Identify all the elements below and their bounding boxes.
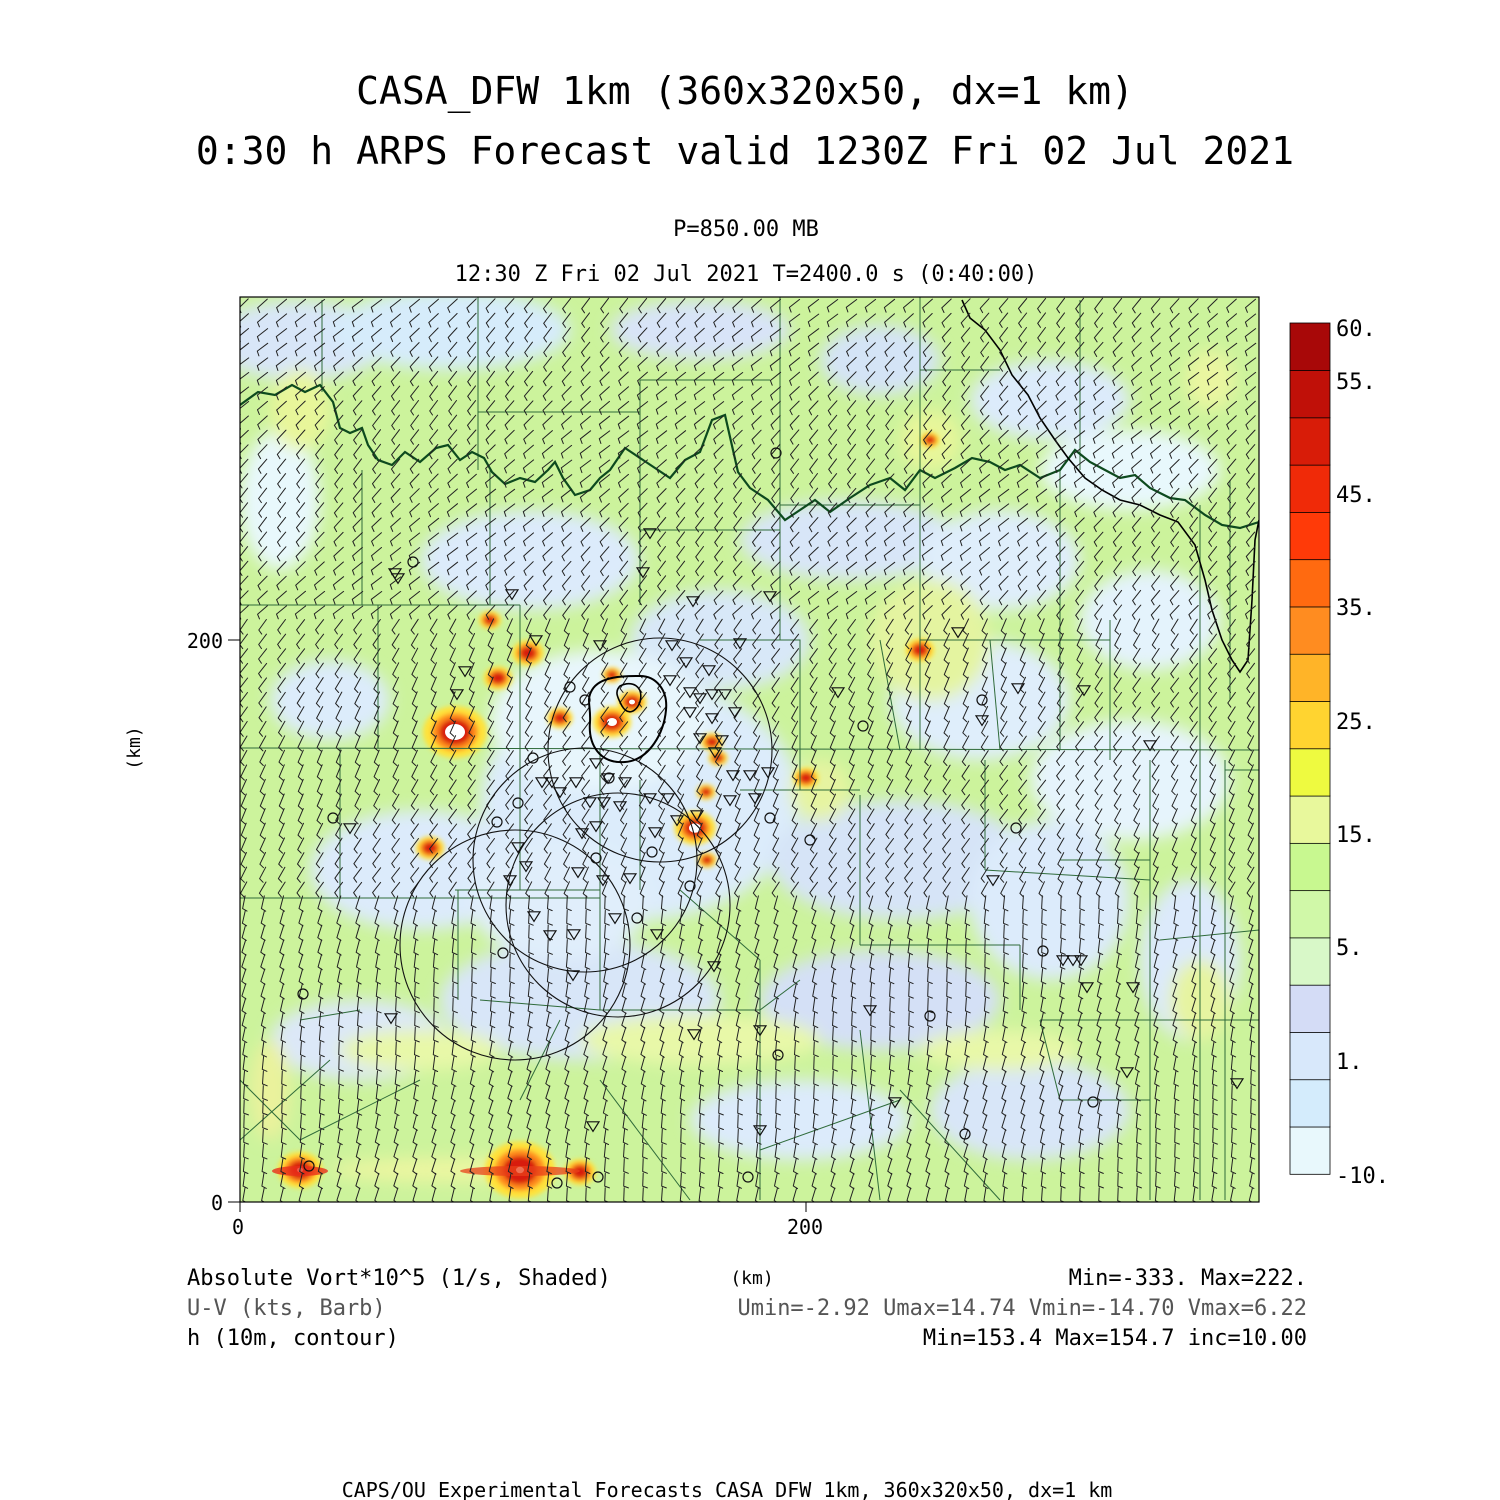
x-tick-label-200: 200 bbox=[786, 1215, 824, 1239]
colorbar-segment bbox=[1290, 465, 1330, 513]
colorbar-segment bbox=[1290, 512, 1330, 560]
field3-label: h (10m, contour) bbox=[187, 1326, 399, 1351]
colorbar-segment bbox=[1290, 1127, 1330, 1175]
colorbar-segment bbox=[1290, 749, 1330, 797]
y-axis-title: (km) bbox=[124, 726, 145, 770]
colorbar-label: 5. bbox=[1336, 936, 1363, 961]
colorbar-segment bbox=[1290, 607, 1330, 655]
colorbar-label: -10. bbox=[1336, 1164, 1389, 1189]
colorbar-label: 35. bbox=[1336, 596, 1376, 621]
colorbar-labels bbox=[1336, 317, 1389, 1189]
colorbar-segment bbox=[1290, 654, 1330, 702]
colorbar bbox=[1290, 323, 1330, 1174]
credit-line: CAPS/OU Experimental Forecasts CASA DFW 1km, 360x320x50, dx=1 km bbox=[341, 1478, 1113, 1500]
title-line-2: 0:30 h ARPS Forecast valid 1230Z Fri 02 Jul 2021 bbox=[195, 129, 1295, 173]
colorbar-segment bbox=[1290, 985, 1330, 1033]
colorbar-label: 55. bbox=[1336, 370, 1376, 395]
colorbar-segment bbox=[1290, 1032, 1330, 1080]
field2-label: U-V (kts, Barb) bbox=[187, 1296, 386, 1321]
colorbar-label: 60. bbox=[1336, 317, 1376, 342]
title-line-1: CASA_DFW 1km (360x320x50, dx=1 km) bbox=[356, 69, 1134, 113]
y-tick-label-0: 0 bbox=[210, 1191, 223, 1215]
colorbar-segment bbox=[1290, 1079, 1330, 1127]
colorbar-label: 45. bbox=[1336, 483, 1376, 508]
field3-stats: Min=153.4 Max=154.7 inc=10.00 bbox=[922, 1326, 1307, 1351]
colorbar-label: 15. bbox=[1336, 823, 1376, 848]
map-panel bbox=[210, 290, 1259, 1203]
x-axis-title: (km) bbox=[730, 1268, 774, 1289]
valid-time-label: 12:30 Z Fri 02 Jul 2021 T=2400.0 s (0:40:00) bbox=[454, 262, 1038, 287]
field2-stats: Umin=-2.92 Umax=14.74 Vmin=-14.70 Vmax=6.22 bbox=[737, 1296, 1307, 1321]
x-tick-label-0: 0 bbox=[231, 1215, 245, 1239]
colorbar-segment bbox=[1290, 370, 1330, 418]
pressure-level-label: P=850.00 MB bbox=[673, 217, 819, 242]
field1-stats: Min=-333. Max=222. bbox=[1068, 1266, 1307, 1291]
colorbar-segment bbox=[1290, 559, 1330, 607]
y-tick-label-200: 200 bbox=[186, 629, 223, 653]
colorbar-segment bbox=[1290, 323, 1330, 371]
colorbar-label: 25. bbox=[1336, 710, 1376, 735]
colorbar-label: 1. bbox=[1336, 1050, 1363, 1075]
colorbar-segment bbox=[1290, 796, 1330, 844]
field1-label: Absolute Vort*10^5 (1/s, Shaded) bbox=[187, 1266, 611, 1291]
colorbar-segment bbox=[1290, 418, 1330, 466]
colorbar-segment bbox=[1290, 938, 1330, 986]
colorbar-segment bbox=[1290, 843, 1330, 891]
colorbar-segment bbox=[1290, 701, 1330, 749]
colorbar-segment bbox=[1290, 890, 1330, 938]
